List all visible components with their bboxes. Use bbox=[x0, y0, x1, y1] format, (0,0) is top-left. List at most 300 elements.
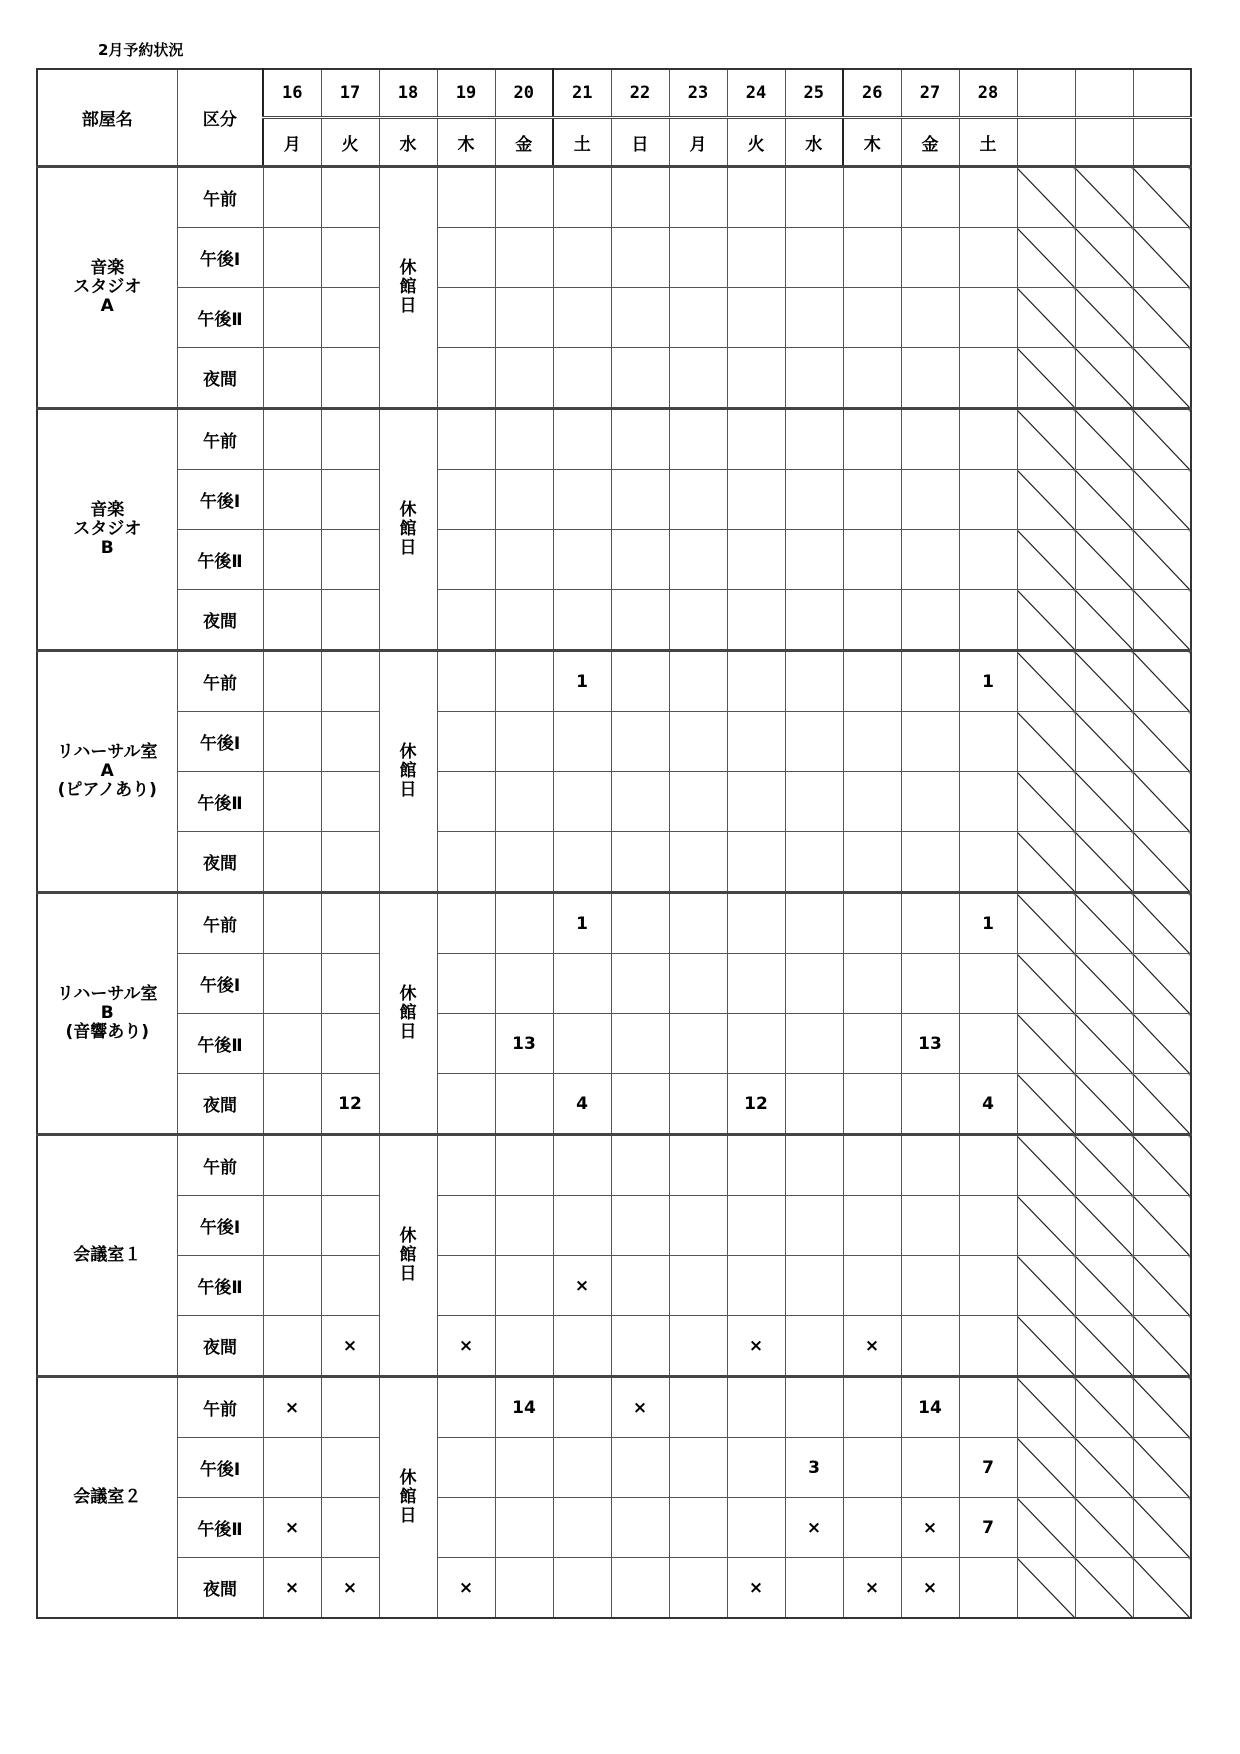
reservation-cell[interactable] bbox=[321, 590, 379, 651]
reservation-cell[interactable] bbox=[611, 772, 669, 832]
reservation-cell[interactable]: 1 bbox=[553, 893, 611, 954]
reservation-cell[interactable] bbox=[611, 1135, 669, 1196]
reservation-cell[interactable] bbox=[785, 1558, 843, 1619]
reservation-cell[interactable] bbox=[901, 1135, 959, 1196]
reservation-cell[interactable] bbox=[959, 1014, 1017, 1074]
reservation-cell[interactable]: 14 bbox=[901, 1377, 959, 1438]
reservation-cell[interactable] bbox=[553, 590, 611, 651]
reservation-cell[interactable] bbox=[437, 893, 495, 954]
reservation-cell[interactable] bbox=[611, 530, 669, 590]
reservation-cell[interactable] bbox=[437, 1438, 495, 1498]
reservation-cell[interactable] bbox=[843, 1014, 901, 1074]
reservation-cell[interactable] bbox=[669, 1256, 727, 1316]
reservation-cell[interactable] bbox=[843, 1196, 901, 1256]
reservation-cell[interactable] bbox=[437, 470, 495, 530]
reservation-cell[interactable] bbox=[611, 348, 669, 409]
reservation-cell[interactable] bbox=[727, 590, 785, 651]
reservation-cell[interactable]: × bbox=[901, 1558, 959, 1619]
reservation-cell[interactable] bbox=[321, 954, 379, 1014]
reservation-cell[interactable] bbox=[959, 470, 1017, 530]
reservation-cell[interactable] bbox=[495, 832, 553, 893]
reservation-cell[interactable] bbox=[321, 409, 379, 470]
reservation-cell[interactable] bbox=[437, 712, 495, 772]
reservation-cell[interactable] bbox=[959, 167, 1017, 228]
reservation-cell[interactable] bbox=[495, 1074, 553, 1135]
reservation-cell[interactable] bbox=[321, 1135, 379, 1196]
reservation-cell[interactable] bbox=[669, 1014, 727, 1074]
reservation-cell[interactable] bbox=[553, 1377, 611, 1438]
reservation-cell[interactable] bbox=[959, 1135, 1017, 1196]
reservation-cell[interactable] bbox=[669, 712, 727, 772]
reservation-cell[interactable] bbox=[843, 1135, 901, 1196]
reservation-cell[interactable] bbox=[727, 1498, 785, 1558]
reservation-cell[interactable] bbox=[669, 470, 727, 530]
reservation-cell[interactable] bbox=[263, 1196, 321, 1256]
reservation-cell[interactable] bbox=[843, 772, 901, 832]
reservation-cell[interactable] bbox=[263, 590, 321, 651]
reservation-cell[interactable] bbox=[669, 228, 727, 288]
reservation-cell[interactable] bbox=[437, 954, 495, 1014]
reservation-cell[interactable] bbox=[669, 530, 727, 590]
reservation-cell[interactable] bbox=[437, 167, 495, 228]
table-row bbox=[37, 893, 1191, 954]
reservation-cell[interactable] bbox=[901, 590, 959, 651]
reservation-cell[interactable] bbox=[669, 893, 727, 954]
reservation-cell[interactable]: × bbox=[727, 1316, 785, 1377]
reservation-cell[interactable]: × bbox=[843, 1316, 901, 1377]
reservation-cell[interactable] bbox=[843, 348, 901, 409]
reservation-cell[interactable]: × bbox=[785, 1498, 843, 1558]
reservation-cell[interactable] bbox=[553, 832, 611, 893]
reservation-cell[interactable] bbox=[727, 228, 785, 288]
reservation-cell[interactable]: 13 bbox=[901, 1014, 959, 1074]
reservation-cell[interactable] bbox=[843, 470, 901, 530]
reservation-cell[interactable] bbox=[901, 712, 959, 772]
reservation-cell[interactable] bbox=[437, 1135, 495, 1196]
reservation-cell[interactable] bbox=[843, 1377, 901, 1438]
reservation-cell[interactable]: 1 bbox=[959, 651, 1017, 712]
reservation-cell[interactable] bbox=[843, 712, 901, 772]
reservation-cell[interactable] bbox=[669, 1377, 727, 1438]
reservation-cell[interactable] bbox=[611, 1558, 669, 1619]
reservation-cell[interactable] bbox=[901, 1074, 959, 1135]
reservation-cell[interactable] bbox=[263, 954, 321, 1014]
reservation-cell[interactable] bbox=[553, 1498, 611, 1558]
reservation-cell[interactable] bbox=[263, 893, 321, 954]
reservation-cell[interactable] bbox=[495, 228, 553, 288]
reservation-cell[interactable] bbox=[263, 651, 321, 712]
table-row bbox=[37, 1377, 1191, 1438]
reservation-cell[interactable] bbox=[263, 1014, 321, 1074]
reservation-cell[interactable] bbox=[321, 348, 379, 409]
reservation-cell[interactable] bbox=[263, 712, 321, 772]
reservation-cell[interactable] bbox=[611, 1014, 669, 1074]
reservation-cell[interactable] bbox=[669, 1135, 727, 1196]
reservation-cell[interactable] bbox=[611, 409, 669, 470]
reservation-cell[interactable] bbox=[321, 893, 379, 954]
reservation-cell[interactable] bbox=[611, 470, 669, 530]
reservation-cell[interactable] bbox=[669, 1196, 727, 1256]
reservation-cell[interactable]: 4 bbox=[553, 1074, 611, 1135]
reservation-cell[interactable] bbox=[959, 772, 1017, 832]
reservation-cell[interactable] bbox=[553, 1558, 611, 1619]
reservation-cell[interactable] bbox=[727, 530, 785, 590]
reservation-cell[interactable] bbox=[553, 1196, 611, 1256]
reservation-cell[interactable] bbox=[785, 651, 843, 712]
reservation-cell[interactable] bbox=[495, 1558, 553, 1619]
reservation-cell[interactable] bbox=[321, 470, 379, 530]
reservation-cell[interactable] bbox=[669, 590, 727, 651]
reservation-cell[interactable] bbox=[669, 1558, 727, 1619]
date-header: 20 bbox=[495, 69, 553, 118]
reservation-cell[interactable] bbox=[959, 1256, 1017, 1316]
reservation-cell[interactable] bbox=[727, 832, 785, 893]
reservation-cell[interactable]: × bbox=[437, 1316, 495, 1377]
room-name-line: (ピアノあり) bbox=[57, 779, 157, 800]
reservation-cell[interactable] bbox=[785, 1074, 843, 1135]
reservation-cell[interactable]: × bbox=[263, 1498, 321, 1558]
reservation-cell[interactable] bbox=[495, 348, 553, 409]
reservation-cell[interactable]: × bbox=[843, 1558, 901, 1619]
reservation-cell[interactable] bbox=[727, 167, 785, 228]
reservation-cell[interactable] bbox=[263, 409, 321, 470]
reservation-cell[interactable] bbox=[785, 712, 843, 772]
reservation-cell[interactable] bbox=[495, 167, 553, 228]
reservation-cell[interactable] bbox=[611, 228, 669, 288]
reservation-cell[interactable] bbox=[669, 954, 727, 1014]
reservation-cell[interactable] bbox=[727, 409, 785, 470]
reservation-cell[interactable] bbox=[437, 348, 495, 409]
reservation-cell[interactable] bbox=[321, 1498, 379, 1558]
reservation-cell[interactable] bbox=[553, 167, 611, 228]
reservation-cell[interactable] bbox=[843, 1438, 901, 1498]
reservation-cell[interactable] bbox=[901, 409, 959, 470]
reservation-cell[interactable] bbox=[495, 1438, 553, 1498]
reservation-cell[interactable] bbox=[437, 772, 495, 832]
reservation-cell[interactable] bbox=[669, 832, 727, 893]
reservation-cell[interactable]: 12 bbox=[727, 1074, 785, 1135]
reservation-cell[interactable]: 1 bbox=[553, 651, 611, 712]
reservation-cell[interactable] bbox=[263, 1438, 321, 1498]
reservation-cell[interactable] bbox=[901, 530, 959, 590]
reservation-cell[interactable] bbox=[959, 530, 1017, 590]
reservation-cell[interactable] bbox=[901, 1438, 959, 1498]
reservation-cell[interactable] bbox=[611, 954, 669, 1014]
reservation-cell[interactable]: × bbox=[263, 1558, 321, 1619]
reservation-cell[interactable]: × bbox=[901, 1498, 959, 1558]
reservation-cell[interactable] bbox=[785, 470, 843, 530]
reservation-cell[interactable] bbox=[959, 409, 1017, 470]
reservation-cell[interactable] bbox=[785, 954, 843, 1014]
reservation-cell[interactable] bbox=[785, 348, 843, 409]
reservation-cell[interactable] bbox=[727, 1438, 785, 1498]
reservation-cell[interactable] bbox=[727, 288, 785, 348]
reservation-cell[interactable] bbox=[843, 409, 901, 470]
reservation-cell[interactable] bbox=[611, 893, 669, 954]
reservation-cell[interactable] bbox=[669, 288, 727, 348]
reservation-cell[interactable] bbox=[959, 1558, 1017, 1619]
reservation-cell[interactable] bbox=[321, 772, 379, 832]
reservation-cell[interactable] bbox=[437, 1014, 495, 1074]
reservation-cell[interactable] bbox=[321, 1196, 379, 1256]
reservation-cell[interactable] bbox=[263, 1256, 321, 1316]
reservation-cell[interactable]: 12 bbox=[321, 1074, 379, 1135]
reservation-cell[interactable] bbox=[843, 530, 901, 590]
reservation-cell[interactable] bbox=[437, 409, 495, 470]
reservation-cell[interactable] bbox=[843, 893, 901, 954]
reservation-cell[interactable]: × bbox=[437, 1558, 495, 1619]
reservation-cell[interactable] bbox=[901, 1256, 959, 1316]
reservation-cell[interactable]: 1 bbox=[959, 893, 1017, 954]
reservation-cell[interactable] bbox=[901, 167, 959, 228]
reservation-cell[interactable] bbox=[321, 530, 379, 590]
reservation-cell[interactable] bbox=[669, 1438, 727, 1498]
table-row bbox=[37, 954, 1191, 1014]
reservation-cell[interactable] bbox=[959, 1377, 1017, 1438]
reservation-cell[interactable] bbox=[901, 832, 959, 893]
unused-cell bbox=[1017, 1135, 1075, 1196]
reservation-cell[interactable] bbox=[437, 832, 495, 893]
reservation-cell[interactable] bbox=[959, 228, 1017, 288]
reservation-cell[interactable] bbox=[321, 832, 379, 893]
unused-cell bbox=[1133, 530, 1191, 590]
reservation-cell[interactable] bbox=[321, 1014, 379, 1074]
reservation-cell[interactable] bbox=[495, 954, 553, 1014]
reservation-cell[interactable] bbox=[669, 1498, 727, 1558]
reservation-cell[interactable] bbox=[785, 409, 843, 470]
reservation-cell[interactable] bbox=[959, 832, 1017, 893]
reservation-cell[interactable] bbox=[495, 1498, 553, 1558]
reservation-cell[interactable] bbox=[901, 893, 959, 954]
reservation-cell[interactable] bbox=[437, 1074, 495, 1135]
reservation-cell[interactable] bbox=[611, 1498, 669, 1558]
reservation-cell[interactable] bbox=[495, 288, 553, 348]
unused-cell bbox=[1017, 954, 1075, 1014]
reservation-cell[interactable]: 7 bbox=[959, 1438, 1017, 1498]
reservation-cell[interactable]: × bbox=[727, 1558, 785, 1619]
reservation-cell[interactable] bbox=[553, 348, 611, 409]
reservation-cell[interactable] bbox=[727, 954, 785, 1014]
reservation-cell[interactable] bbox=[263, 1074, 321, 1135]
reservation-cell[interactable]: × bbox=[611, 1377, 669, 1438]
reservation-cell[interactable] bbox=[785, 1135, 843, 1196]
reservation-cell[interactable]: × bbox=[321, 1316, 379, 1377]
reservation-cell[interactable] bbox=[727, 772, 785, 832]
reservation-cell[interactable] bbox=[437, 288, 495, 348]
reservation-cell[interactable] bbox=[553, 288, 611, 348]
reservation-cell[interactable] bbox=[727, 1196, 785, 1256]
reservation-cell[interactable] bbox=[495, 530, 553, 590]
reservation-cell[interactable] bbox=[611, 167, 669, 228]
reservation-cell[interactable] bbox=[263, 772, 321, 832]
reservation-cell[interactable] bbox=[843, 1074, 901, 1135]
reservation-cell[interactable] bbox=[553, 712, 611, 772]
reservation-cell[interactable]: × bbox=[553, 1256, 611, 1316]
reservation-cell[interactable] bbox=[321, 288, 379, 348]
reservation-cell[interactable]: 13 bbox=[495, 1014, 553, 1074]
reservation-cell[interactable] bbox=[843, 288, 901, 348]
reservation-cell[interactable] bbox=[263, 167, 321, 228]
reservation-cell[interactable] bbox=[437, 530, 495, 590]
reservation-cell[interactable] bbox=[263, 288, 321, 348]
reservation-cell[interactable] bbox=[321, 1438, 379, 1498]
reservation-cell[interactable] bbox=[727, 651, 785, 712]
reservation-cell[interactable] bbox=[263, 348, 321, 409]
reservation-cell[interactable] bbox=[843, 1256, 901, 1316]
reservation-cell[interactable] bbox=[263, 832, 321, 893]
room-name-line: リハーサル室 bbox=[56, 742, 158, 763]
reservation-cell[interactable] bbox=[553, 772, 611, 832]
reservation-cell[interactable] bbox=[785, 772, 843, 832]
reservation-cell[interactable] bbox=[321, 167, 379, 228]
reservation-cell[interactable] bbox=[495, 772, 553, 832]
reservation-cell[interactable] bbox=[495, 590, 553, 651]
reservation-cell[interactable] bbox=[843, 1498, 901, 1558]
reservation-cell[interactable] bbox=[263, 530, 321, 590]
reservation-cell[interactable] bbox=[553, 1014, 611, 1074]
reservation-cell[interactable] bbox=[611, 651, 669, 712]
reservation-cell[interactable] bbox=[611, 712, 669, 772]
reservation-cell[interactable] bbox=[727, 348, 785, 409]
reservation-cell[interactable] bbox=[495, 712, 553, 772]
reservation-cell[interactable] bbox=[611, 832, 669, 893]
reservation-cell[interactable] bbox=[843, 832, 901, 893]
reservation-cell[interactable] bbox=[611, 288, 669, 348]
reservation-cell[interactable] bbox=[959, 348, 1017, 409]
reservation-cell[interactable] bbox=[669, 1316, 727, 1377]
unused-cell bbox=[1133, 1498, 1191, 1558]
reservation-cell[interactable] bbox=[959, 1196, 1017, 1256]
reservation-cell[interactable] bbox=[785, 288, 843, 348]
reservation-cell[interactable] bbox=[959, 1316, 1017, 1377]
reservation-cell[interactable] bbox=[553, 409, 611, 470]
reservation-cell[interactable] bbox=[321, 1256, 379, 1316]
reservation-cell[interactable] bbox=[901, 1196, 959, 1256]
reservation-cell[interactable] bbox=[785, 167, 843, 228]
reservation-cell[interactable] bbox=[727, 1135, 785, 1196]
reservation-cell[interactable] bbox=[437, 1498, 495, 1558]
reservation-cell[interactable] bbox=[495, 1196, 553, 1256]
reservation-cell[interactable] bbox=[843, 228, 901, 288]
reservation-cell[interactable] bbox=[263, 1135, 321, 1196]
room-name bbox=[37, 167, 177, 409]
reservation-cell[interactable]: × bbox=[321, 1558, 379, 1619]
reservation-cell[interactable] bbox=[785, 1377, 843, 1438]
reservation-cell[interactable] bbox=[495, 893, 553, 954]
reservation-cell[interactable] bbox=[785, 1316, 843, 1377]
reservation-cell[interactable] bbox=[959, 590, 1017, 651]
reservation-cell[interactable] bbox=[959, 288, 1017, 348]
reservation-cell[interactable] bbox=[611, 1438, 669, 1498]
reservation-cell[interactable] bbox=[553, 1135, 611, 1196]
reservation-cell[interactable] bbox=[437, 1196, 495, 1256]
reservation-cell[interactable] bbox=[901, 288, 959, 348]
reservation-cell[interactable]: 3 bbox=[785, 1438, 843, 1498]
reservation-cell[interactable] bbox=[437, 1256, 495, 1316]
reservation-cell[interactable] bbox=[553, 1316, 611, 1377]
reservation-cell[interactable] bbox=[843, 954, 901, 1014]
reservation-cell[interactable] bbox=[727, 1014, 785, 1074]
reservation-cell[interactable] bbox=[785, 1014, 843, 1074]
reservation-cell[interactable] bbox=[553, 1438, 611, 1498]
reservation-cell[interactable] bbox=[611, 590, 669, 651]
reservation-cell[interactable] bbox=[669, 167, 727, 228]
reservation-cell[interactable] bbox=[611, 1196, 669, 1256]
reservation-cell[interactable] bbox=[437, 590, 495, 651]
reservation-cell[interactable] bbox=[843, 167, 901, 228]
reservation-cell[interactable] bbox=[901, 470, 959, 530]
reservation-cell[interactable]: 7 bbox=[959, 1498, 1017, 1558]
reservation-cell[interactable] bbox=[263, 1316, 321, 1377]
reservation-cell[interactable] bbox=[901, 651, 959, 712]
reservation-cell[interactable] bbox=[669, 409, 727, 470]
reservation-cell[interactable] bbox=[553, 228, 611, 288]
reservation-cell[interactable] bbox=[321, 1377, 379, 1438]
reservation-cell[interactable] bbox=[495, 409, 553, 470]
reservation-cell[interactable] bbox=[611, 1316, 669, 1377]
reservation-cell[interactable] bbox=[495, 1135, 553, 1196]
reservation-cell[interactable] bbox=[901, 954, 959, 1014]
reservation-cell[interactable] bbox=[553, 530, 611, 590]
reservation-cell[interactable] bbox=[321, 228, 379, 288]
reservation-cell[interactable] bbox=[785, 1256, 843, 1316]
reservation-cell[interactable] bbox=[727, 1377, 785, 1438]
reservation-cell[interactable] bbox=[263, 228, 321, 288]
reservation-cell[interactable] bbox=[437, 228, 495, 288]
reservation-cell[interactable] bbox=[843, 590, 901, 651]
reservation-cell[interactable] bbox=[959, 954, 1017, 1014]
reservation-cell[interactable] bbox=[611, 1256, 669, 1316]
reservation-cell[interactable] bbox=[727, 470, 785, 530]
reservation-cell[interactable] bbox=[553, 954, 611, 1014]
reservation-cell[interactable] bbox=[321, 712, 379, 772]
reservation-cell[interactable] bbox=[727, 1256, 785, 1316]
reservation-cell[interactable] bbox=[785, 590, 843, 651]
reservation-cell[interactable] bbox=[495, 1256, 553, 1316]
unused-cell bbox=[1075, 1074, 1133, 1135]
reservation-cell[interactable] bbox=[669, 651, 727, 712]
reservation-cell[interactable]: 4 bbox=[959, 1074, 1017, 1135]
reservation-cell[interactable] bbox=[785, 228, 843, 288]
reservation-cell[interactable] bbox=[495, 1316, 553, 1377]
reservation-cell[interactable]: × bbox=[263, 1377, 321, 1438]
reservation-cell[interactable] bbox=[495, 470, 553, 530]
reservation-cell[interactable] bbox=[495, 651, 553, 712]
reservation-cell[interactable] bbox=[785, 1196, 843, 1256]
reservation-cell[interactable] bbox=[785, 530, 843, 590]
reservation-cell[interactable] bbox=[901, 228, 959, 288]
reservation-cell[interactable] bbox=[263, 470, 321, 530]
reservation-cell[interactable] bbox=[785, 832, 843, 893]
reservation-cell[interactable] bbox=[843, 651, 901, 712]
reservation-cell[interactable] bbox=[901, 772, 959, 832]
reservation-cell[interactable] bbox=[727, 712, 785, 772]
reservation-cell[interactable] bbox=[669, 1074, 727, 1135]
reservation-cell[interactable] bbox=[785, 893, 843, 954]
reservation-cell[interactable]: 14 bbox=[495, 1377, 553, 1438]
reservation-cell[interactable] bbox=[321, 651, 379, 712]
reservation-cell[interactable] bbox=[437, 1377, 495, 1438]
reservation-cell[interactable] bbox=[901, 1316, 959, 1377]
reservation-cell[interactable] bbox=[611, 1074, 669, 1135]
reservation-cell[interactable] bbox=[901, 348, 959, 409]
reservation-cell[interactable] bbox=[437, 651, 495, 712]
reservation-cell[interactable] bbox=[553, 470, 611, 530]
reservation-cell[interactable] bbox=[727, 893, 785, 954]
reservation-cell[interactable] bbox=[669, 772, 727, 832]
reservation-cell[interactable] bbox=[959, 712, 1017, 772]
reservation-cell[interactable] bbox=[669, 348, 727, 409]
